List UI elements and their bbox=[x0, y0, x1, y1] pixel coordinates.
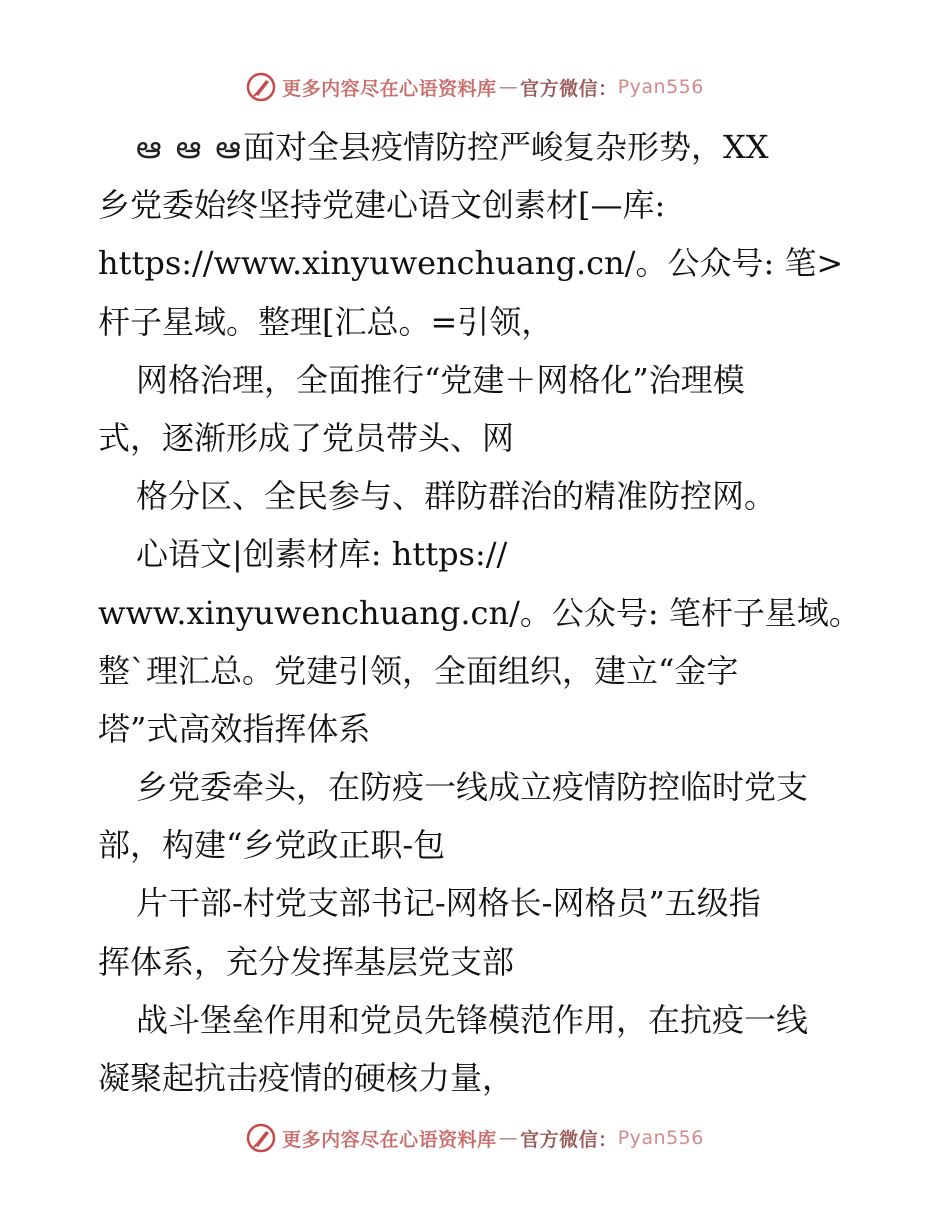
doc-line-13: 部，构建“乡党政正职-包 bbox=[98, 826, 446, 865]
banner-brand-text: 更多内容尽在心语资料库 bbox=[282, 1128, 497, 1151]
doc-line-3: https://www.xinyuwenchuang.cn/。公众号: 笔> bbox=[98, 244, 844, 283]
doc-line-17: 凝聚起抗击疫情的硬核力量， bbox=[98, 1059, 515, 1097]
doc-line-4: 杆子星域。整理[汇总。=引领， bbox=[98, 302, 554, 341]
doc-line-7: 格分区、全民参与、群防群治的精准防控网。 bbox=[136, 477, 777, 516]
doc-line-2: 乡党委始终坚持党建心语文创素材[—库: bbox=[98, 186, 666, 225]
quill-logo-icon bbox=[246, 72, 276, 102]
doc-line-14: 片干部-村党支部书记-网格长-网格员”五级指 bbox=[136, 884, 761, 923]
doc-line-1 bbox=[98, 118, 858, 176]
doc-line-16: 战斗堡垒作用和党员先锋模范作用，在抗疫一线 bbox=[136, 1000, 809, 1039]
banner-dash: — bbox=[498, 1127, 519, 1149]
doc-line-11: 塔”式高效指挥体系 bbox=[98, 709, 371, 748]
doc-line-15: 挥体系，充分发挥基层党支部 bbox=[98, 942, 515, 981]
quill-logo-icon bbox=[246, 1123, 276, 1153]
banner-wechat-label: 官方微信： bbox=[520, 77, 618, 100]
doc-line-6: 式，逐渐形成了党员带头、网 bbox=[98, 418, 515, 457]
doc-line-10: 整ˋ理汇总。党建引领，全面组织，建立“金字 bbox=[98, 651, 739, 690]
doc-line-12: 乡党委牵头，在防疫一线成立疫情防控临时党支 bbox=[136, 768, 809, 807]
banner-wechat-label: 官方微信： bbox=[520, 1128, 618, 1151]
banner-wechat-id: Pyan556 bbox=[617, 76, 704, 98]
banner-wechat-id: Pyan556 bbox=[617, 1127, 704, 1149]
document-body bbox=[98, 118, 861, 1107]
footer-banner bbox=[0, 1123, 950, 1153]
doc-line-8: 心语文|创素材库: https:// bbox=[136, 535, 508, 574]
doc-line-9: www.xinyuwenchuang.cn/。公众号: 笔杆子星域。 bbox=[98, 593, 861, 632]
doc-line-text: 面对全县疫情防控严峻复杂形势，XX bbox=[242, 128, 769, 166]
banner-brand-text: 更多内容尽在心语资料库 bbox=[282, 77, 497, 100]
bullet-ornament-icons: ఆ ఆ ఆ bbox=[136, 128, 243, 166]
header-banner bbox=[0, 72, 950, 102]
banner-dash: — bbox=[498, 76, 519, 98]
doc-line-5: 网格治理，全面推行“党建＋网格化”治理模 bbox=[136, 360, 745, 399]
